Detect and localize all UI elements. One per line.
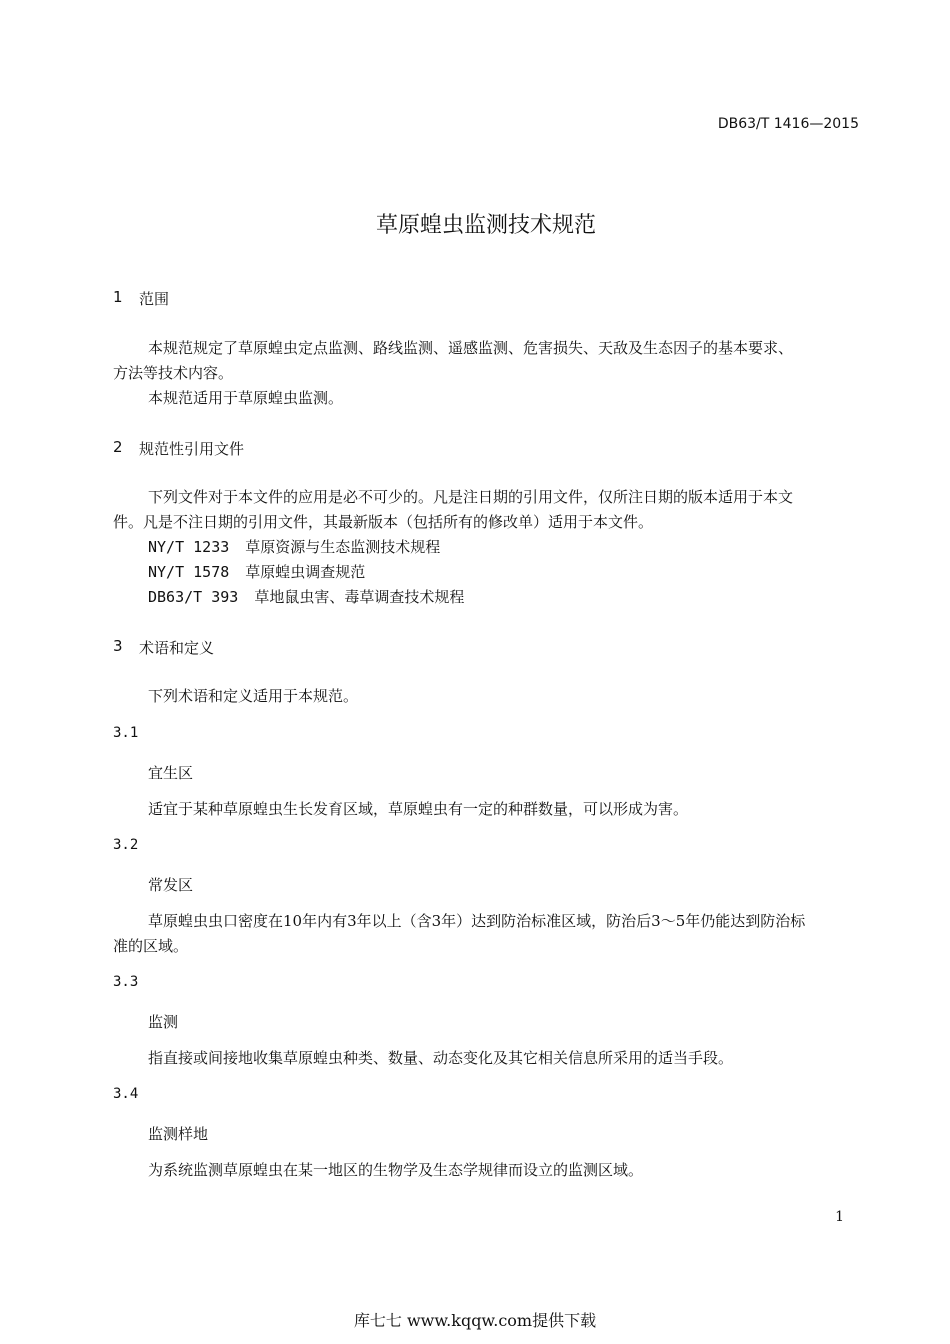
subsection-number: 3.3 bbox=[113, 974, 139, 990]
document-code: DB63/T 1416—2015 bbox=[717, 116, 859, 132]
section-number: 2 bbox=[113, 438, 123, 456]
term-definition: 为系统监测草原蝗虫在某一地区的生物学及生态学规律而设立的监测区域。 bbox=[148, 1161, 644, 1179]
footer-watermark: 库七七 www.kqqw.com提供下载 bbox=[353, 1311, 597, 1330]
section-number: 1 bbox=[113, 288, 123, 306]
term-definition: 草原蝗虫虫口密度在10年内有3年以上（含3年）达到防治标准区域，防治后3～5年仍能达到防治标 bbox=[148, 912, 806, 930]
reference-item bbox=[148, 560, 365, 585]
reference-title: 草原蝗虫调查规范 bbox=[245, 563, 366, 581]
section-heading: 术语和定义 bbox=[139, 639, 215, 657]
term-definition: 适宜于某种草原蝗虫生长发育区域，草原蝗虫有一定的种群数量，可以形成为害。 bbox=[148, 800, 689, 818]
section-number: 3 bbox=[113, 637, 123, 655]
paragraph-line: 下列术语和定义适用于本规范。 bbox=[148, 687, 359, 705]
reference-title: 草原资源与生态监测技术规程 bbox=[245, 538, 441, 556]
term-name: 监测样地 bbox=[148, 1125, 209, 1143]
term-name: 监测 bbox=[148, 1013, 179, 1031]
term-name: 宜生区 bbox=[148, 764, 194, 782]
reference-item bbox=[148, 585, 464, 610]
reference-code: DB63/T 393 bbox=[148, 588, 239, 606]
reference-title: 草地鼠虫害、毒草调查技术规程 bbox=[254, 588, 465, 606]
page-title: 草原蝗虫监测技术规范 bbox=[375, 213, 596, 238]
term-name: 常发区 bbox=[148, 876, 194, 894]
paragraph-line: 本规范规定了草原蝗虫定点监测、路线监测、遥感监测、危害损失、天敌及生态因子的基本要求、 bbox=[148, 339, 794, 357]
reference-code: NY/T 1233 bbox=[148, 538, 230, 556]
subsection-number: 3.4 bbox=[113, 1086, 139, 1102]
paragraph-line: 件。凡是不注日期的引用文件，其最新版本（包括所有的修改单）适用于本文件。 bbox=[113, 513, 654, 531]
term-definition-continued: 准的区域。 bbox=[113, 937, 189, 955]
paragraph-line: 方法等技术内容。 bbox=[113, 364, 234, 382]
subsection-number: 3.2 bbox=[113, 837, 139, 853]
reference-item bbox=[148, 535, 440, 560]
section-heading: 规范性引用文件 bbox=[139, 440, 245, 458]
reference-code: NY/T 1578 bbox=[148, 563, 230, 581]
section-heading: 范围 bbox=[139, 290, 170, 308]
paragraph-line: 下列文件对于本文件的应用是必不可少的。凡是注日期的引用文件，仅所注日期的版本适用于本文 bbox=[148, 488, 794, 506]
subsection-number: 3.1 bbox=[113, 725, 139, 741]
page-number: 1 bbox=[835, 1209, 844, 1225]
paragraph-line: 本规范适用于草原蝗虫监测。 bbox=[148, 389, 344, 407]
term-definition: 指直接或间接地收集草原蝗虫种类、数量、动态变化及其它相关信息所采用的适当手段。 bbox=[148, 1049, 734, 1067]
